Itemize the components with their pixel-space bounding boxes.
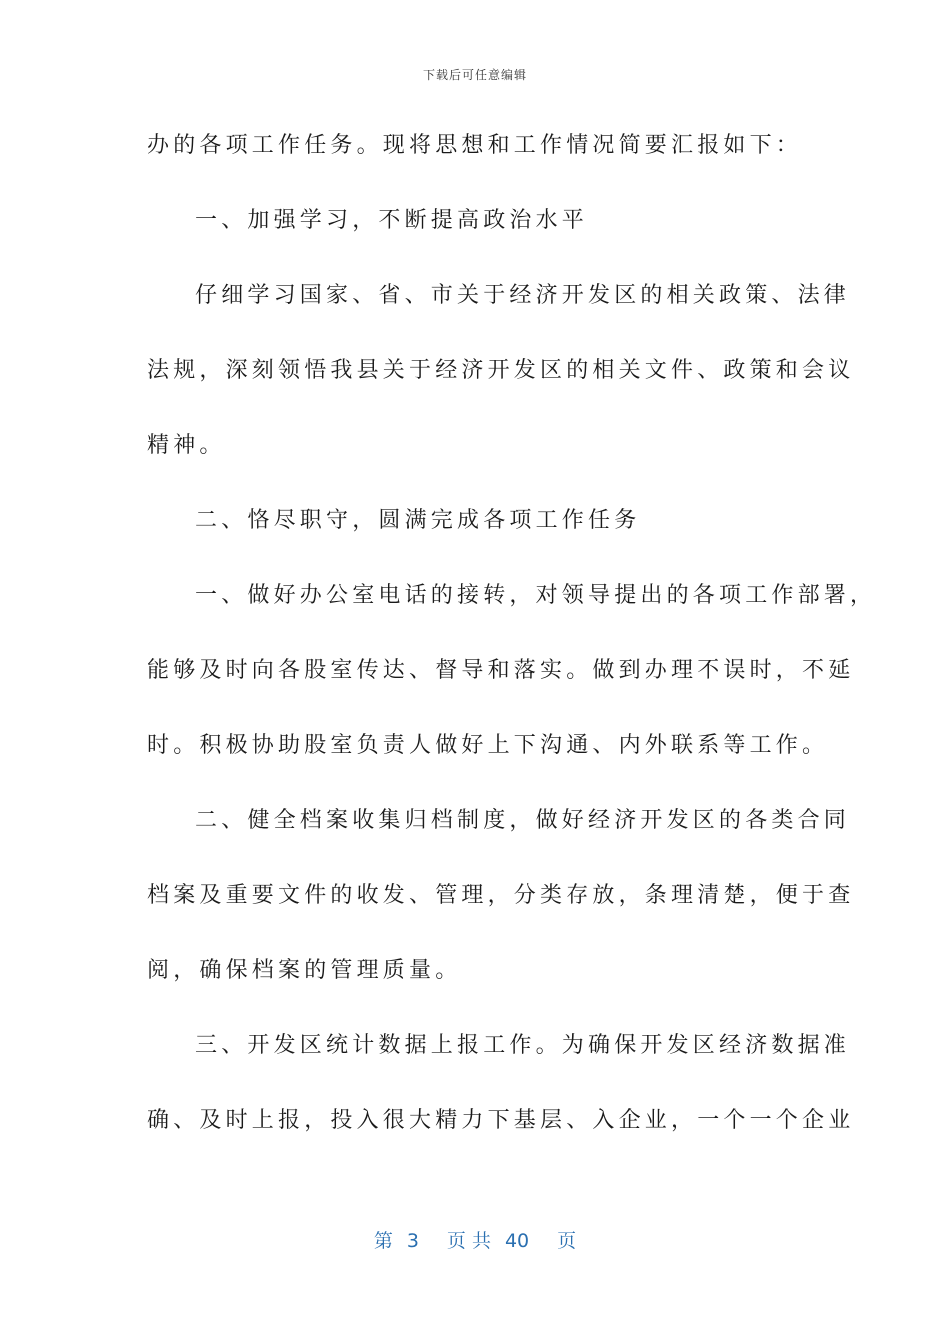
paragraph-line: 阅，确保档案的管理质量。 [147, 958, 462, 983]
paragraph-line: 办的各项工作任务。现将思想和工作情况简要汇报如下： [147, 133, 803, 158]
paragraph-line: 一、做好办公室电话的接转，对领导提出的各项工作部署， [195, 583, 877, 608]
paragraph-line: 能够及时向各股室传达、督导和落实。做到办理不误时，不延 [147, 658, 855, 683]
section-heading: 一、加强学习，不断提高政治水平 [195, 208, 589, 233]
page-middle-text: 页 共 [446, 1230, 491, 1252]
document-body [147, 122, 877, 1172]
section-heading: 二、恪尽职守，圆满完成各项工作任务 [195, 508, 641, 533]
header-note: 下载后可任意编辑 [422, 68, 527, 82]
paragraph-line: 时。积极协助股室负责人做好上下沟通、内外联系等工作。 [147, 733, 829, 758]
page-suffix: 页 [557, 1230, 577, 1252]
paragraph-line: 法规，深刻领悟我县关于经济开发区的相关文件、政策和会议 [147, 358, 855, 383]
paragraph-line: 三、开发区统计数据上报工作。为确保开发区经济数据准 [195, 1033, 851, 1058]
page-prefix: 第 [373, 1230, 393, 1252]
total-pages-number: 40 [504, 1230, 530, 1252]
paragraph-line: 确、及时上报，投入很大精力下基层、入企业，一个一个企业 [147, 1108, 855, 1133]
paragraph-line: 二、健全档案收集归档制度，做好经济开发区的各类合同 [195, 808, 851, 833]
paragraph-line: 档案及重要文件的收发、管理，分类存放，条理清楚，便于查 [147, 883, 855, 908]
current-page-number: 3 [406, 1230, 419, 1252]
paragraph-line: 精神。 [147, 433, 226, 458]
page-number-footer [0, 1226, 950, 1253]
paragraph-line: 仔细学习国家、省、市关于经济开发区的相关政策、法律 [195, 283, 851, 308]
